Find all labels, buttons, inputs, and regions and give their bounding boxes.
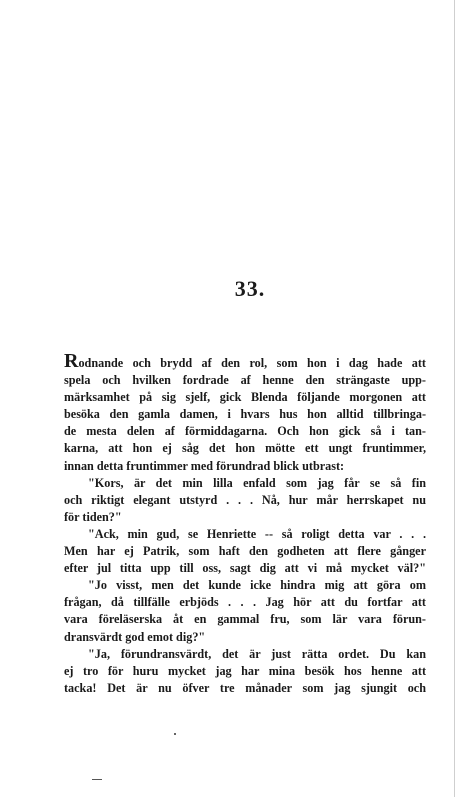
text-line-2: spela och hvilken fordrade af henne den strängaste upp- — [64, 373, 426, 388]
chapter-number: 33. — [234, 276, 266, 301]
text-line-6: karna, att hon ej såg det hon mötte ett ungt fruntimmer, — [64, 441, 426, 456]
text-line-13: efter jul titta upp till oss, sagt dig att vi må mycket väl?" — [64, 561, 426, 576]
page-edge-line — [454, 0, 455, 797]
text-line-5: de mesta delen af förmiddagarna. Och hon gick så i tan- — [64, 424, 426, 439]
text-line-18: "Ja, förundransvärdt, det är just rätta ordet. Du kan — [88, 646, 426, 661]
ink-speck — [174, 733, 176, 735]
text-line-11: "Ack, min gud, se Henriette -- så roligt detta var . . . — [88, 526, 426, 541]
ink-dash — [92, 779, 102, 780]
text-line-8: "Kors, är det min lilla enfald som jag får se så fin — [88, 475, 426, 490]
text-line-19: ej tro för huru mycket jag har mina besök hos henne att — [64, 663, 426, 678]
drop-cap: R — [64, 350, 79, 372]
text-line-7: innan detta fruntimmer med förundrad blick utbrast: — [64, 458, 345, 473]
text-line-10: för tiden?" — [64, 509, 122, 524]
text-line-4: besöka den gamla damen, i hvars hus hon alltid tillbringa- — [64, 407, 426, 422]
text-line-16: vara föreläserska åt en gammal fru, som lär vara förun- — [64, 612, 426, 627]
chapter-text — [64, 350, 426, 697]
text-line-17: dransvärdt god emot dig?" — [64, 629, 206, 644]
text-line-12: Men har ej Patrik, som haft den godheten att flere gånger — [64, 544, 426, 559]
text-line-20: tacka! Det är nu öfver tre månader som jag sjungit och — [64, 680, 426, 695]
text-line-1: Rodnande och brydd af den rol, som hon i dag hade att — [64, 350, 426, 372]
text-line-14: "Jo visst, men det kunde icke hindra mig att göra om — [88, 578, 426, 593]
text-line-3: märksamhet på sig sjelf, gick Blenda följande morgonen att — [64, 390, 426, 405]
text-line-15: frågan, då tillfälle erbjöds . . . Jag hör att du fortfar att — [64, 595, 426, 610]
text-line-9: och riktigt elegant utstyrd . . . Nå, hur mår herrskapet nu — [64, 492, 426, 507]
